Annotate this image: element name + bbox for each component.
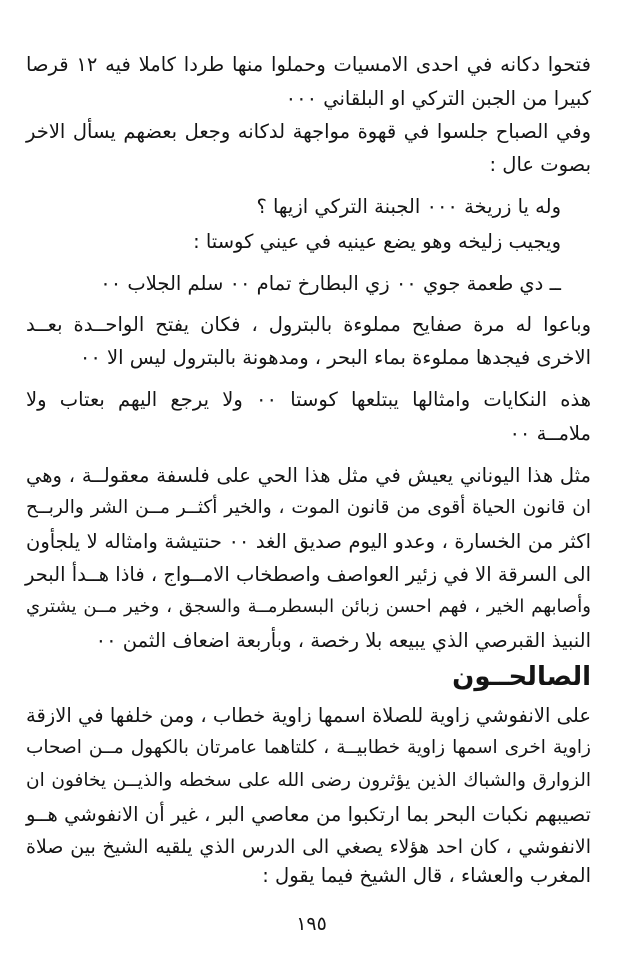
section-heading: الصالحــون [452, 662, 591, 692]
text-line: وله يا زريخة ٠٠٠ الجبنة التركي ازيها ؟ [256, 195, 561, 218]
text-line: الاخرى فيجدها مملوءة بماء البحر ، ومدهونة بالبترول ليس الا ٠٠ [79, 346, 591, 369]
text-line: وفي الصباح جلسوا في قهوة مواجهة لدكانه وجعل بعضهم يسأل الاخر [26, 120, 591, 143]
text-line: بصوت عال : [489, 153, 591, 176]
text-line: تصيبهم نكبات البحر بما ارتكبوا من معاصي البر ، غير أن الانفوشي هــو [26, 803, 591, 826]
text-line: المغرب والعشاء ، قال الشيخ فيما يقول : [262, 864, 591, 887]
text-line: ملامــة ٠٠ [509, 422, 591, 445]
text-line: اكثر من الخسارة ، وعدو اليوم صديق الغد ٠٠ حنتيشة وامثاله لا يلجأون [26, 530, 592, 553]
text-line: هذه النكايات وامثالها يبتلعها كوستا ٠٠ ولا يرجع اليهم بعتاب ولا [26, 388, 591, 411]
text-line: على الانفوشي زاوية للصلاة اسمها زاوية خطاب ، ومن خلفها في الازقة [26, 704, 591, 727]
text-line: ويجيب زليخه وهو يضع عينيه في عيني كوستا : [193, 230, 561, 253]
text-line: ــ دي طعمة جوي ٠٠ زي البطارخ تمام ٠٠ سلم الجلاب ٠٠ [100, 272, 561, 295]
text-line: النبيذ القبرصي الذي يبيعه بلا رخصة ، وبأربعة اضعاف الثمن ٠٠ [95, 629, 591, 652]
text-line: وأصابهم الخير ، فهم احسن زبائن البسطرمــة والسجق ، وخير مــن يشتري [26, 596, 591, 617]
text-line: كبيرا من الجبن التركي او البلقاني ٠٠٠ [285, 87, 591, 110]
text-line: الى السرقة الا في زئير العواصف واصطخاب الامــواج ، فاذا هــدأ البحر [24, 563, 591, 586]
text-line: الانفوشي ، كان احد هؤلاء يصغي الى الدرس الذي يلقيه الشيخ بين صلاة [26, 836, 591, 858]
text-line: ان قانون الحياة أقوى من قانون الموت ، والخير أكثــر مــن الشر والربــح [26, 497, 591, 518]
text-line: الزوارق والشباك الذين يؤثرون رضى الله على سخطه والذيــن يخافون ان [26, 770, 591, 791]
text-line: زاوية اخرى اسمها زاوية خطابيــة ، كلتاهما عامرتان بالكهول مــن اصحاب [26, 737, 591, 758]
page-number: ١٩٥ [296, 913, 327, 935]
text-line: فتحوا دكانه في احدى الامسيات وحملوا منها طردا كاملا فيه ١٢ قرصا [26, 53, 592, 76]
text-line: مثل هذا اليوناني يعيش في مثل هذا الحي على فلسفة معقولــة ، وهي [26, 464, 591, 487]
text-line: وباعوا له مرة صفايح مملوءة بالبترول ، فكان يفتح الواحــدة بعــد [26, 313, 591, 336]
